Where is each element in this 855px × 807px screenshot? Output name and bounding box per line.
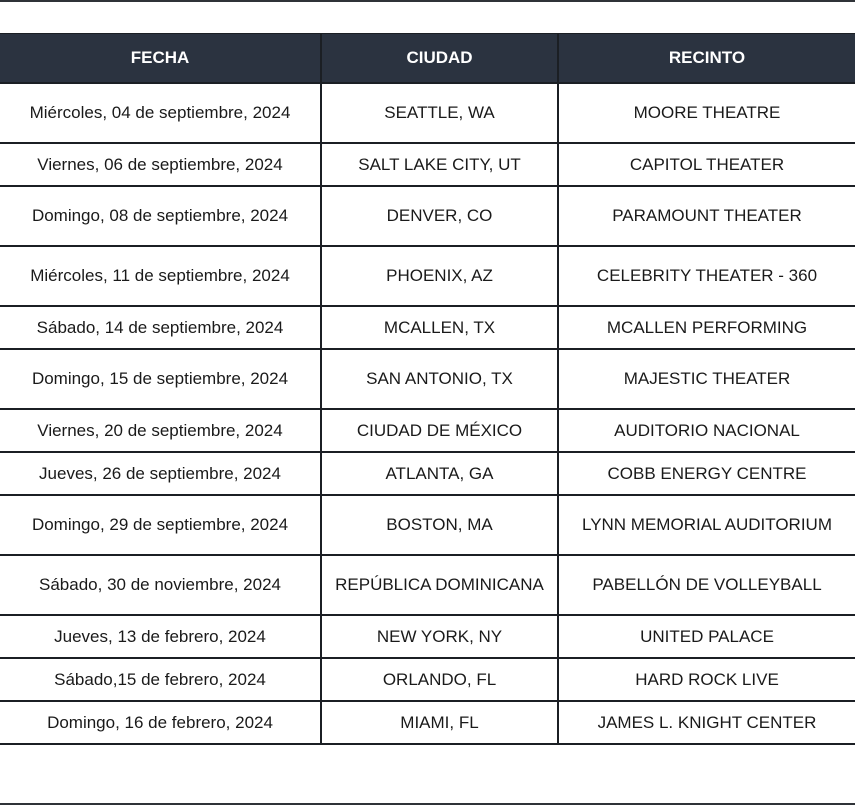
- table-row: [0, 83, 855, 143]
- cell-ciudad: ATLANTA, GA: [321, 452, 558, 495]
- cell-fecha: Viernes, 06 de septiembre, 2024: [0, 143, 321, 186]
- cell-fecha: Domingo, 29 de septiembre, 2024: [0, 495, 321, 555]
- table-row: [0, 495, 855, 555]
- cell-recinto: MAJESTIC THEATER: [558, 349, 855, 409]
- column-header-ciudad: CIUDAD: [321, 34, 558, 84]
- cell-ciudad: MIAMI, FL: [321, 701, 558, 744]
- cell-ciudad: PHOENIX, AZ: [321, 246, 558, 306]
- table-row: [0, 349, 855, 409]
- column-header-recinto: RECINTO: [558, 34, 855, 84]
- table-row: [0, 143, 855, 186]
- cell-fecha: Jueves, 26 de septiembre, 2024: [0, 452, 321, 495]
- cell-ciudad: BOSTON, MA: [321, 495, 558, 555]
- cell-ciudad: SEATTLE, WA: [321, 83, 558, 143]
- cell-recinto: AUDITORIO NACIONAL: [558, 409, 855, 452]
- cell-ciudad: SALT LAKE CITY, UT: [321, 143, 558, 186]
- table-header-row: [0, 34, 855, 84]
- table-row: [0, 555, 855, 615]
- top-rule: [0, 0, 855, 2]
- cell-recinto: JAMES L. KNIGHT CENTER: [558, 701, 855, 744]
- table-row: [0, 409, 855, 452]
- cell-recinto: MCALLEN PERFORMING: [558, 306, 855, 349]
- cell-ciudad: ORLANDO, FL: [321, 658, 558, 701]
- cell-ciudad: NEW YORK, NY: [321, 615, 558, 658]
- cell-fecha: Sábado,15 de febrero, 2024: [0, 658, 321, 701]
- cell-fecha: Domingo, 16 de febrero, 2024: [0, 701, 321, 744]
- cell-ciudad: MCALLEN, TX: [321, 306, 558, 349]
- cell-fecha: Viernes, 20 de septiembre, 2024: [0, 409, 321, 452]
- cell-fecha: Sábado, 14 de septiembre, 2024: [0, 306, 321, 349]
- cell-ciudad: REPÚBLICA DOMINICANA: [321, 555, 558, 615]
- cell-ciudad: CIUDAD DE MÉXICO: [321, 409, 558, 452]
- cell-ciudad: SAN ANTONIO, TX: [321, 349, 558, 409]
- cell-fecha: Domingo, 15 de septiembre, 2024: [0, 349, 321, 409]
- cell-fecha: Sábado, 30 de noviembre, 2024: [0, 555, 321, 615]
- cell-recinto: LYNN MEMORIAL AUDITORIUM: [558, 495, 855, 555]
- table-row: [0, 615, 855, 658]
- cell-recinto: UNITED PALACE: [558, 615, 855, 658]
- table-row: [0, 246, 855, 306]
- cell-recinto: PABELLÓN DE VOLLEYBALL: [558, 555, 855, 615]
- cell-recinto: PARAMOUNT THEATER: [558, 186, 855, 246]
- cell-recinto: COBB ENERGY CENTRE: [558, 452, 855, 495]
- cell-fecha: Miércoles, 11 de septiembre, 2024: [0, 246, 321, 306]
- table-row: [0, 701, 855, 744]
- cell-recinto: CELEBRITY THEATER - 360: [558, 246, 855, 306]
- cell-recinto: MOORE THEATRE: [558, 83, 855, 143]
- cell-fecha: Jueves, 13 de febrero, 2024: [0, 615, 321, 658]
- cell-recinto: HARD ROCK LIVE: [558, 658, 855, 701]
- bottom-rule: [0, 803, 855, 805]
- cell-fecha: Domingo, 08 de septiembre, 2024: [0, 186, 321, 246]
- cell-recinto: CAPITOL THEATER: [558, 143, 855, 186]
- table-row: [0, 306, 855, 349]
- column-header-fecha: FECHA: [0, 34, 321, 84]
- tour-schedule-table: [0, 33, 855, 745]
- table-row: [0, 658, 855, 701]
- cell-fecha: Miércoles, 04 de septiembre, 2024: [0, 83, 321, 143]
- table-row: [0, 452, 855, 495]
- table-row: [0, 186, 855, 246]
- cell-ciudad: DENVER, CO: [321, 186, 558, 246]
